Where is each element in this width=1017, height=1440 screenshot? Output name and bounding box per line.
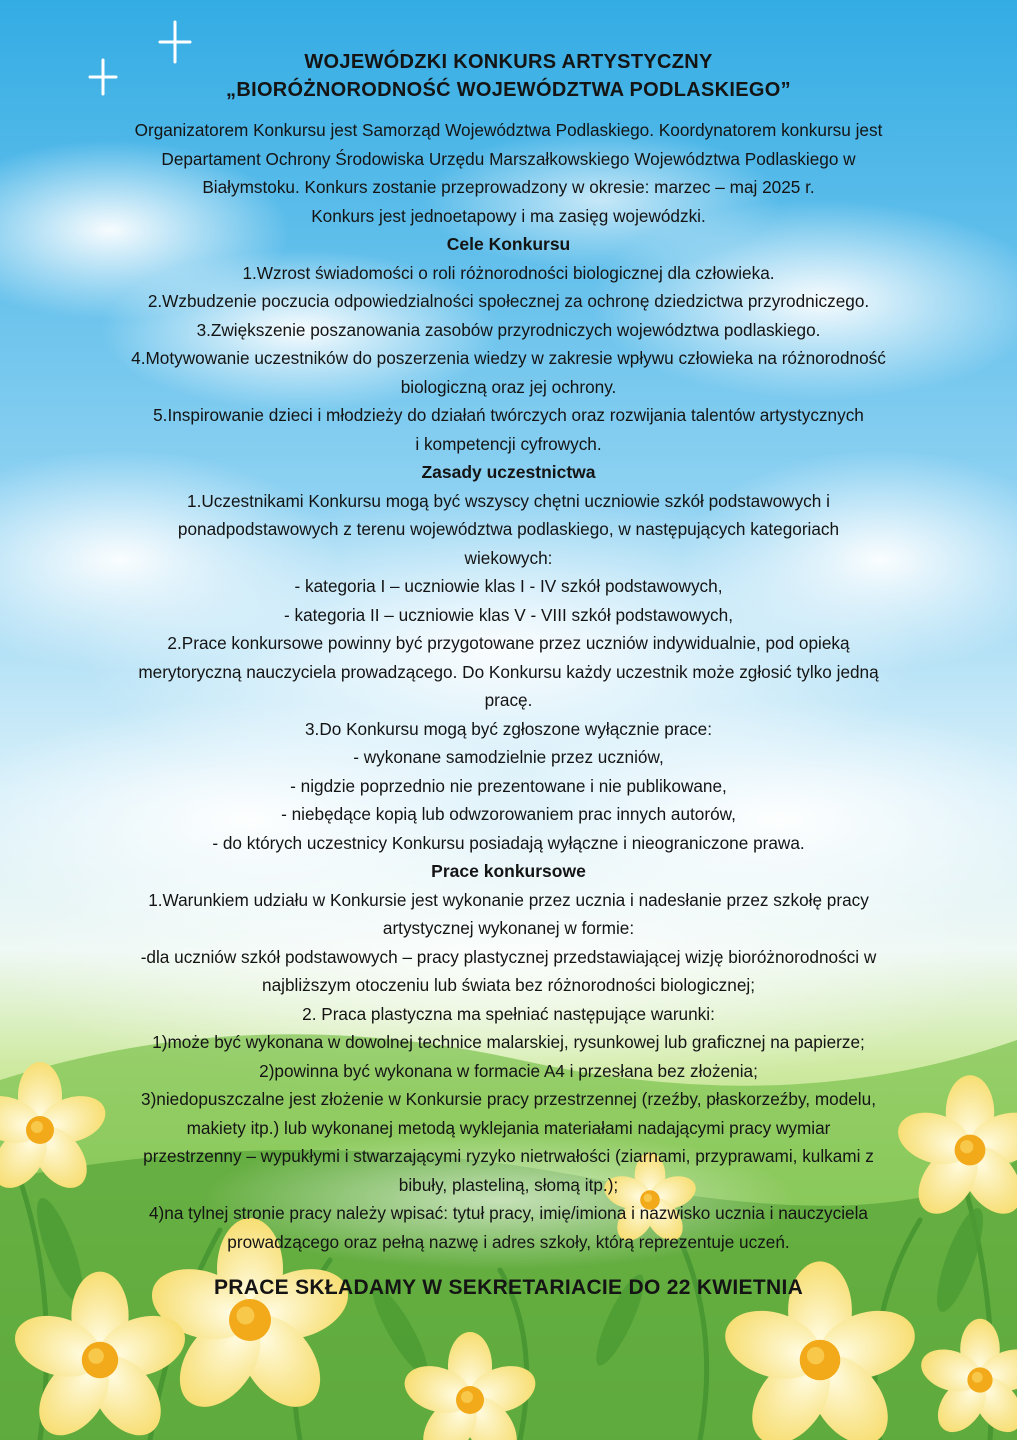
works-item: 1)może być wykonana w dowolnej technice malarskiej, rysunkowej lub graficznej na papierze; (152, 1032, 865, 1052)
rule-item: 1.Uczestnikami Konkursu mogą być wszyscy chętni uczniowie szkół podstawowych i ponadpodstawowych z terenu województwa podlaskiego, w następujących kategoriach wiekowych: (177, 490, 840, 568)
page-title: WOJEWÓDZKI KONKURS ARTYSTYCZNY (304, 51, 713, 73)
section-heading-works: Prace konkursowe (431, 861, 586, 881)
goal-item: 1.Wzrost świadomości o roli różnorodności biologicznej dla człowieka. (242, 262, 775, 283)
title-block (0, 48, 1017, 104)
works-item: 4)na tylnej stronie pracy należy wpisać: tytuł pracy, imię/imiona i nazwisko ucznia i nauczyciela prowadzącego oraz pełną nazwę i adres szkoły, którą reprezentuje uczeń. (149, 1203, 868, 1252)
section-heading-goals: Cele Konkursu (446, 234, 571, 254)
works-item: 1.Warunkiem udziału w Konkursie jest wykonanie przez ucznia i nadesłanie przez szkołę pracy artystycznej wykonanej w formie: (148, 889, 869, 938)
works-item: -dla uczniów szkół podstawowych – pracy plastycznej przedstawiającej wizję bioróżnorodności w najbliższym otoczeniu lub świata bez różnorodności biologicznej; (140, 946, 877, 995)
rule-item: - do których uczestnicy Konkursu posiadają wyłączne i nieograniczone prawa. (212, 832, 805, 853)
rule-item: - nigdzie poprzednio nie prezentowane i nie publikowane, (290, 775, 727, 796)
goal-item: 4.Motywowanie uczestników do poszerzenia wiedzy w zakresie wpływu człowieka na różnorodność biologiczną oraz jej ochrony. (131, 348, 886, 397)
intro-line: Departament Ochrony Środowiska Urzędu Marszałkowskiego Województwa Podlaskiego w (161, 148, 856, 169)
works-item: 3)niedopuszczalne jest złożenie w Konkursie pracy przestrzennej (rzeźby, płaskorzeźby, modelu, makiety itp.) lub wykonanej metodą wyklejania materiałami nadającymi pracy wymiar przestrzenny – wypukłymi i stwarzającymi ryzyko nietrwałości (ziarnami, przyprawami, kulkami z bibuły, plasteliną, słomą itp.); (141, 1089, 876, 1195)
section-heading-rules: Zasady uczestnictwa (421, 462, 596, 482)
works-item: 2. Praca plastyczna ma spełniać następujące warunki: (302, 1003, 715, 1024)
intro-line: Białymstoku. Konkurs zostanie przeprowadzony w okresie: marzec – maj 2025 r. (202, 177, 815, 197)
rule-item: - niebędące kopią lub odwzorowaniem prac innych autorów, (281, 804, 736, 824)
intro-line: Konkurs jest jednoetapowy i ma zasięg wojewódzki. (311, 205, 706, 226)
rule-item: 2.Prace konkursowe powinny być przygotowane przez uczniów indywidualnie, pod opieką merytoryczną nauczyciela prowadzącego. Do Konkursu każdy uczestnik może zgłosić tylko jedną pracę. (138, 633, 879, 710)
goal-item: 3.Zwiększenie poszanowania zasobów przyrodniczych województwa podlaskiego. (196, 319, 821, 340)
rule-item: - kategoria II – uczniowie klas V - VIII szkół podstawowych, (284, 604, 733, 625)
page-subtitle: „BIORÓŻNORODNOŚĆ WOJEWÓDZTWA PODLASKIEGO” (226, 79, 791, 101)
deadline-callout: PRACE SKŁADAMY W SEKRETARIACIE DO 22 KWIETNIA (213, 1276, 804, 1299)
document-body (14, 116, 1003, 1256)
goal-item: 5.Inspirowanie dzieci i młodzieży do działań twórczych oraz rozwijania talentów artystycznych i kompetencji cyfrowych. (153, 405, 864, 454)
intro-line: Organizatorem Konkursu jest Samorząd Województwa Podlaskiego. Koordynatorem konkursu jest (134, 120, 883, 140)
rule-item: - kategoria I – uczniowie klas I - IV szkół podstawowych, (294, 576, 723, 596)
rule-item: - wykonane samodzielnie przez uczniów, (353, 747, 664, 767)
rule-item: 3.Do Konkursu mogą być zgłoszone wyłącznie prace: (305, 718, 712, 739)
goal-item: 2.Wzbudzenie poczucia odpowiedzialności społecznej za ochronę dziedzictwa przyrodniczego. (147, 291, 870, 311)
works-item: 2)powinna być wykonana w formacie A4 i przesłana bez złożenia; (259, 1060, 758, 1081)
